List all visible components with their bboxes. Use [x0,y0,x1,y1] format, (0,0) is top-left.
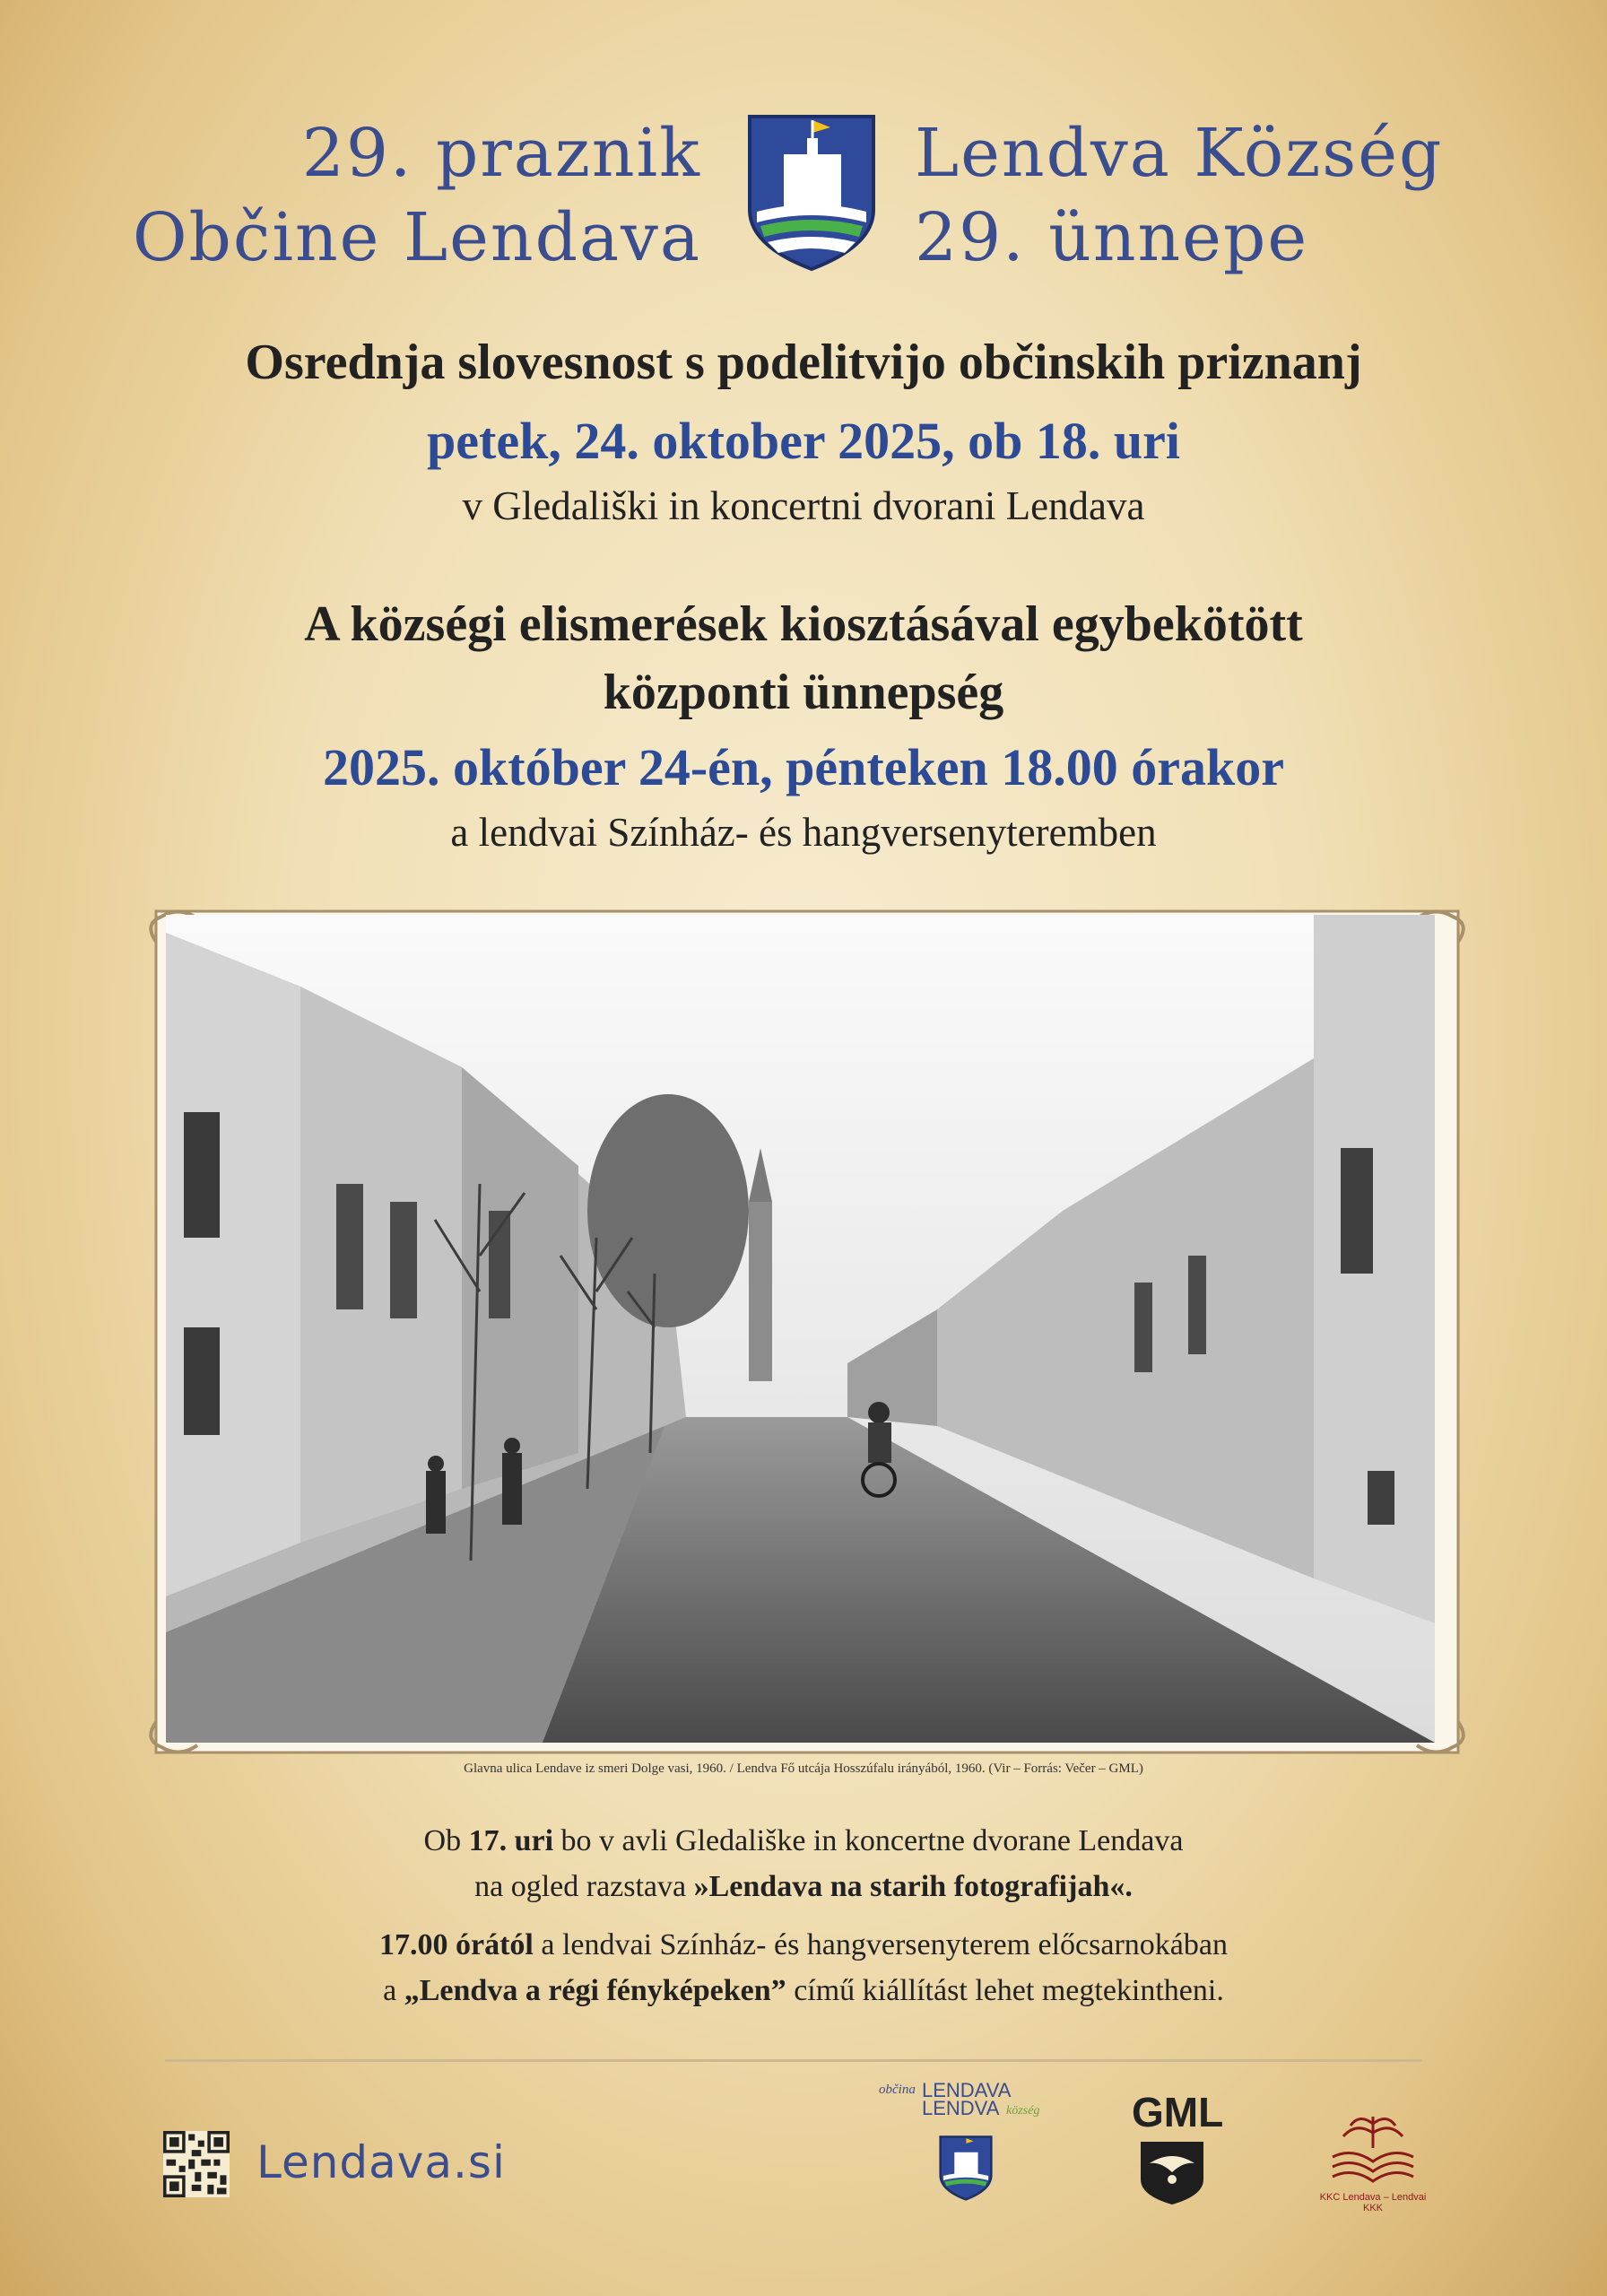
hungarian-title-line2: központi ünnepség [603,665,1004,720]
website-link[interactable]: Lendava.si [256,2136,506,2188]
kkc-logo-text: KKC Lendava – Lendvai KKK [1319,2192,1427,2213]
exhibit-sl-line2 [0,1870,1607,1904]
crest-icon [938,2135,994,2201]
exhibit-hu-l2-pre: a [383,1974,404,2007]
exhibit-sl-line1 [0,1824,1607,1858]
hungarian-date: 2025. október 24-én, pénteken 18.00 órakor [323,738,1284,796]
exhibit-sl-l2-bold: »Lendava na starih fotografijah«. [693,1870,1133,1903]
header-right-line2: 29. ünnepe [915,199,1309,276]
header-left-line1: 29. praznik [301,115,701,192]
kkc-book-icon [1324,2108,1422,2188]
exhibit-sl-l1-pre: Ob [423,1824,469,1857]
gml-eagle-icon [1132,2089,1224,2206]
slovene-date: petek, 24. oktober 2025, ob 18. uri [427,412,1180,470]
logo-kozseg: község [1006,2104,1040,2118]
logo-obcina-lendava: LENDAVA [922,2079,1012,2101]
exhibit-hu-l2-bold: „Lendva a régi fényképeken” [404,1974,786,2007]
exhibit-sl-l1-bold: 17. uri [468,1824,554,1857]
hungarian-title-line1: A községi elismerések kiosztásával egybekötött [304,596,1303,652]
qr-code-icon[interactable] [163,2131,230,2197]
slovene-title: Osrednja slovesnost s podelitvijo občinskih priznanj [245,335,1362,390]
exhibit-hu-l1-bold: 17.00 órától [379,1928,534,1961]
exhibit-hu-line2 [0,1974,1607,2008]
hungarian-venue: a lendvai Színház- és hangversenyteremben [450,810,1157,855]
gml-logo-text: GML [1132,2089,1224,2135]
street-photo [166,915,1435,1743]
slovene-venue: v Gledališki in koncertni dvorani Lendava [462,483,1145,528]
crest-icon [744,111,879,273]
logo-obcina-lendva: LENDVA [922,2097,1000,2119]
photo-caption: Glavna ulica Lendave iz smeri Dolge vasi, 1960. / Lendva Fő utcája Hosszúfalu irányából, 1960. (Vir – Forrás: Večer – GML) [464,1761,1143,1776]
exhibit-hu-line1 [0,1928,1607,1962]
exhibit-sl-l1-post: bo v avli Gledališke in koncertne dvorane Lendava [553,1824,1184,1857]
exhibit-sl-l2-pre: na ogled razstava [474,1870,694,1903]
header-right-line1: Lendva Község [915,115,1444,192]
footer-divider [165,2059,1422,2062]
obcina-lendava-logo [879,2079,1058,2199]
exhibit-hu-l1-post: a lendvai Színház- és hangversenyterem előcsarnokában [533,1928,1228,1961]
header-left-line2: Občine Lendava [132,199,701,276]
logo-obcina-small: občina [879,2083,916,2097]
exhibit-hu-l2-post: című kiállítást lehet megtekintheni. [786,1974,1224,2007]
